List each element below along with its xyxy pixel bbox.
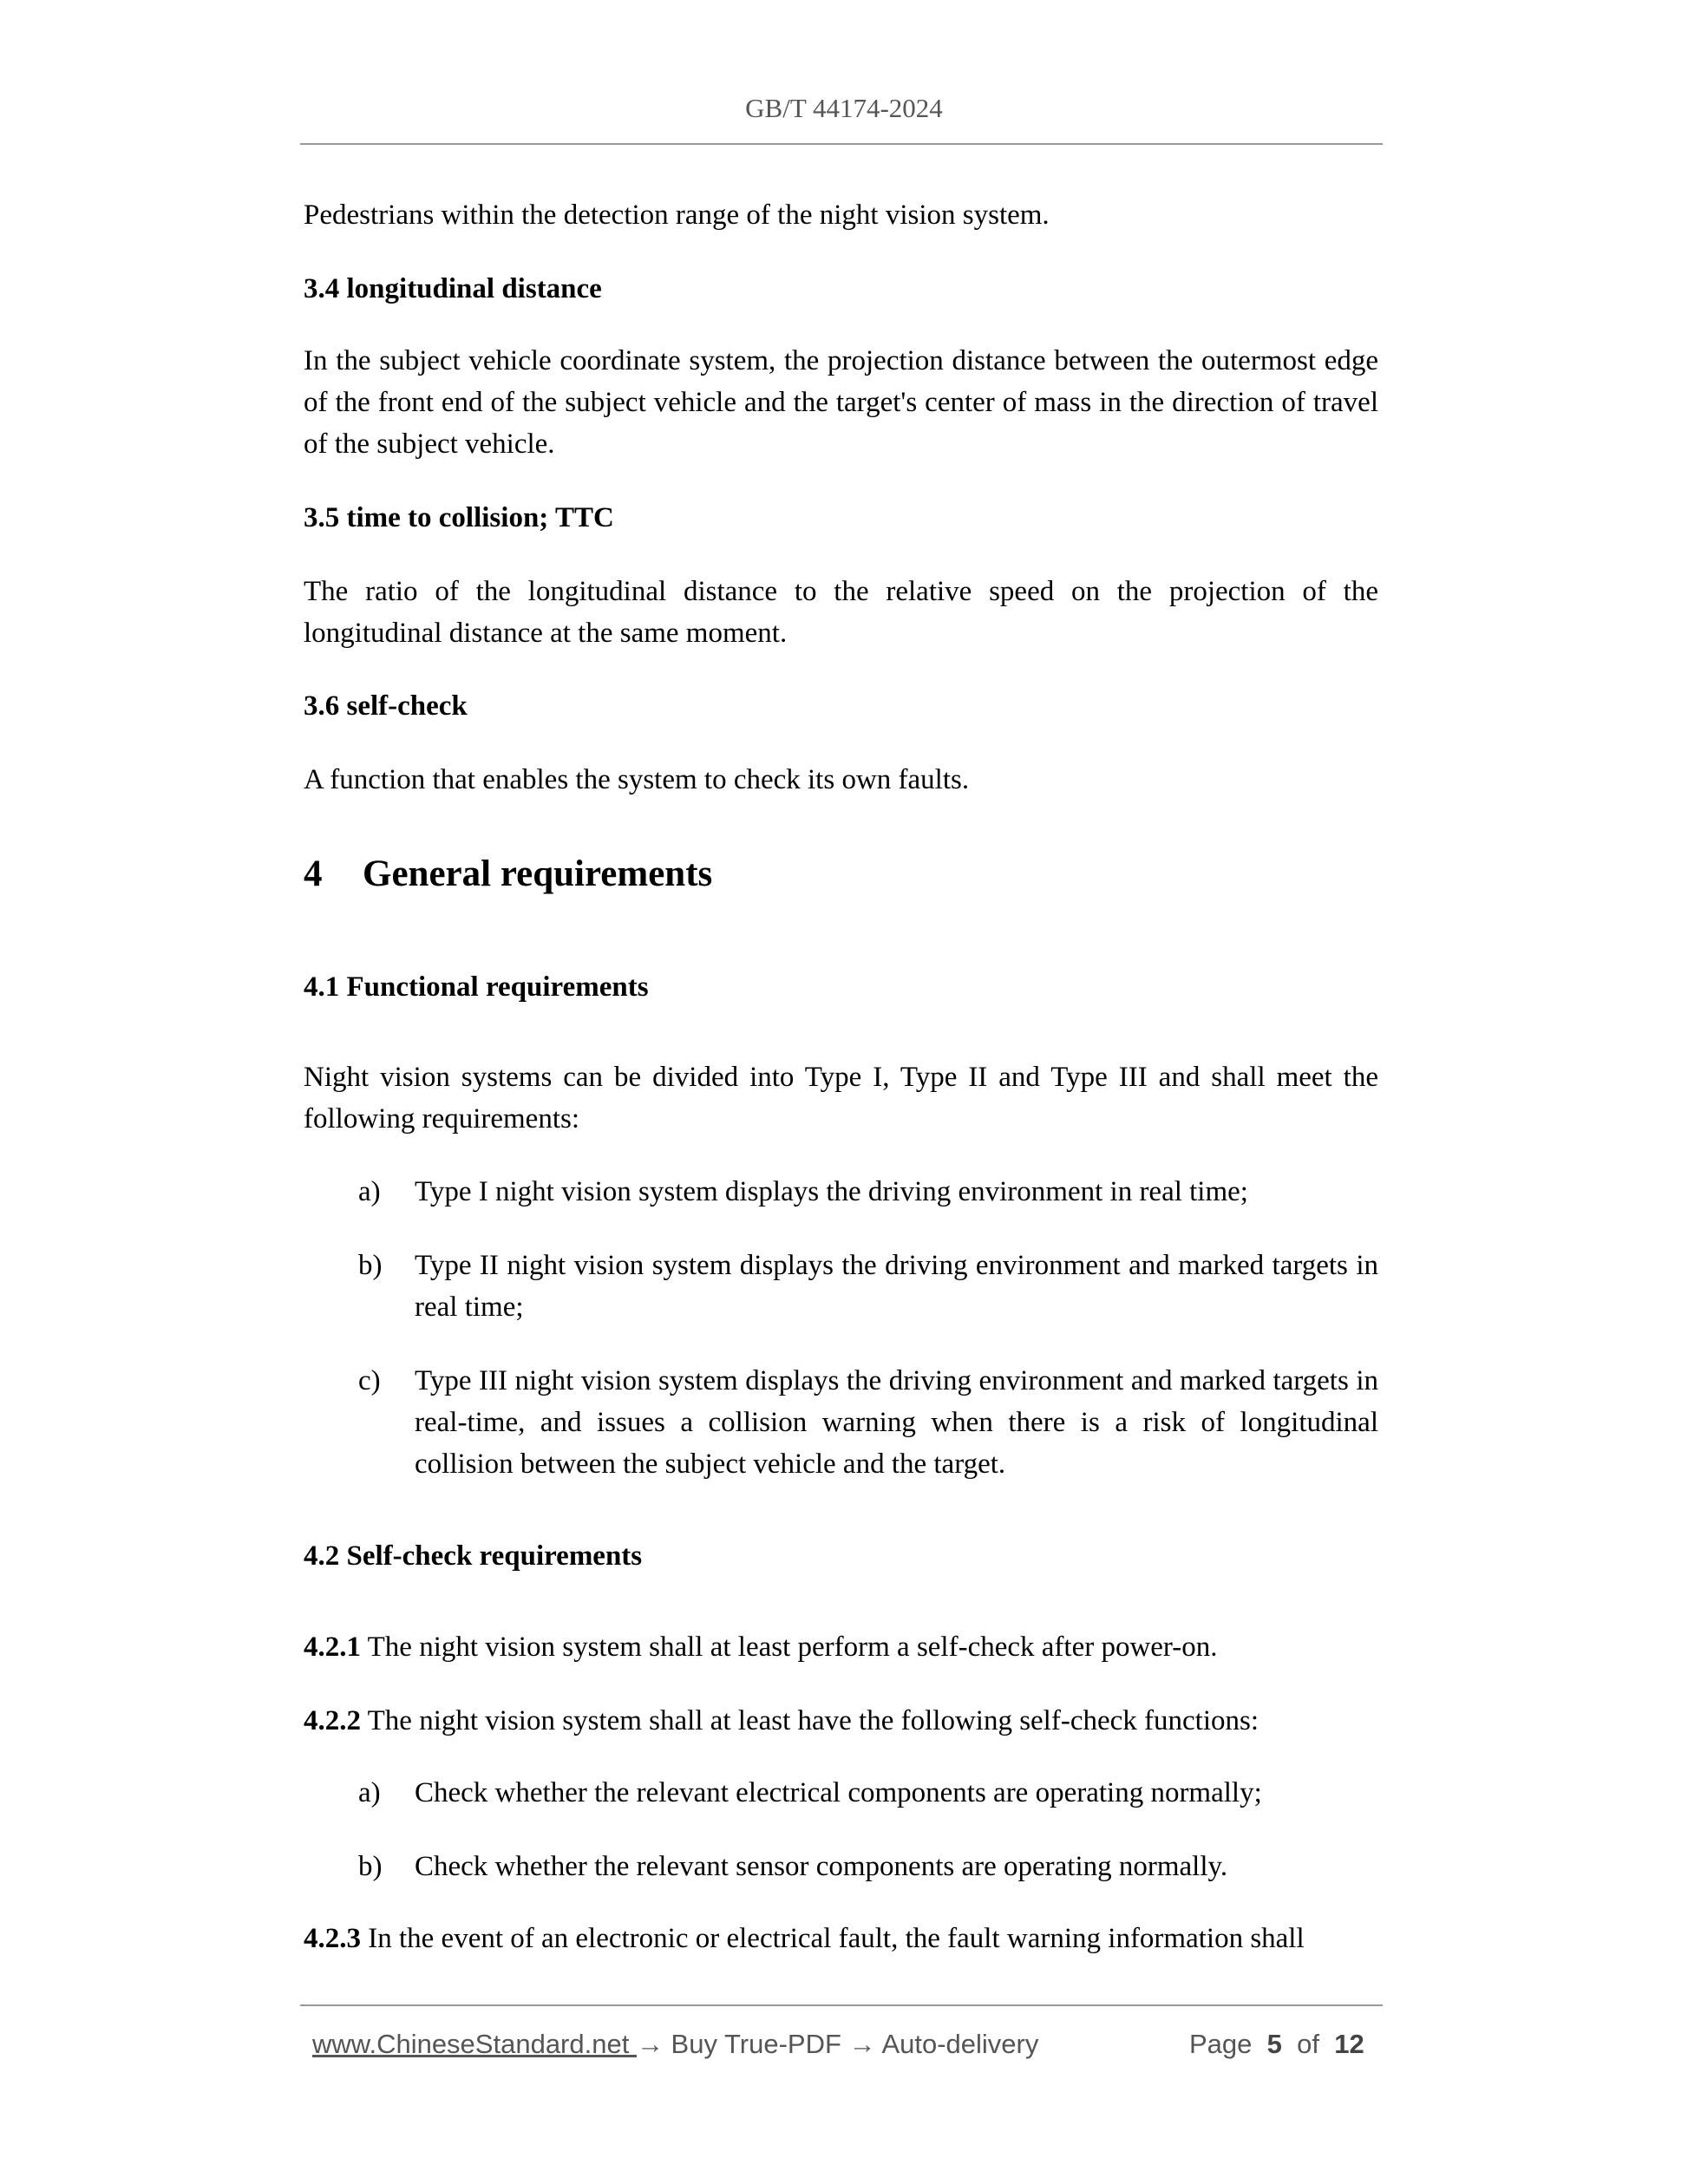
document-id-header: GB/T 44174-2024 — [745, 93, 943, 123]
chapter-number: 4 — [304, 853, 323, 894]
list-item: Type I night vision system displays the driving environment in real time; — [415, 1176, 1248, 1207]
list-label: c) — [358, 1365, 381, 1396]
chapter-title: General requirements — [363, 853, 713, 894]
paragraph: A function that enables the system to check its own faults. — [304, 764, 970, 795]
header-divider — [300, 143, 1383, 145]
list-label: b) — [358, 1250, 383, 1281]
section-heading-4-1: 4.1 Functional requirements — [304, 971, 649, 1003]
paragraph: Night vision systems can be divided into Type I, Type II and Type III and shall meet the following requirements: — [304, 1062, 1378, 1135]
clause-text: In the event of an electronic or electrical fault, the fault warning information shall — [361, 1923, 1305, 1954]
list-item: Check whether the relevant sensor components are operating normally. — [415, 1851, 1228, 1882]
page-total: 12 — [1334, 2029, 1364, 2059]
list-label: a) — [358, 1777, 381, 1808]
clause-text: The night vision system shall at least have the following self-check functions: — [361, 1705, 1259, 1736]
section-heading-3-4: 3.4 longitudinal distance — [304, 273, 602, 304]
clause-4-2-1 — [304, 1626, 1378, 1668]
clause-number: 4.2.1 — [304, 1631, 361, 1663]
delivery-text: Auto-delivery — [875, 2029, 1039, 2059]
arrow-right-icon: → — [636, 2029, 664, 2059]
page-label: Page — [1189, 2029, 1253, 2059]
list-item: Type III night vision system displays the driving environment and marked targets in real-time, and issues a collision warning when there is a risk of longitudinal collision between the subject vehicle and the target. — [415, 1365, 1378, 1480]
clause-text: The night vision system shall at least perform a self-check after power-on. — [361, 1631, 1218, 1663]
footer-divider — [300, 2004, 1383, 2006]
clause-4-2-2 — [304, 1700, 1378, 1742]
list-item: Check whether the relevant electrical components are operating normally; — [415, 1777, 1262, 1808]
clause-4-2-3 — [304, 1918, 1378, 1959]
clause-number: 4.2.2 — [304, 1705, 361, 1736]
buy-text: Buy True-PDF — [663, 2029, 849, 2059]
clause-number: 4.2.3 — [304, 1923, 361, 1954]
page-indicator — [1189, 2026, 1364, 2063]
section-heading-3-6: 3.6 self-check — [304, 690, 468, 722]
list-item: Type II night vision system displays the driving environment and marked targets in real time; — [415, 1250, 1378, 1323]
section-heading-3-5: 3.5 time to collision; TTC — [304, 502, 614, 533]
page-number: 5 — [1266, 2029, 1282, 2059]
footer-promo — [312, 2026, 1038, 2063]
paragraph: In the subject vehicle coordinate system, the projection distance between the outermost edge of the front end of the subject vehicle and the target's center of mass in the direction of travel of the subject vehicle. — [304, 345, 1378, 460]
of-label: of — [1297, 2029, 1319, 2059]
list-label: b) — [358, 1851, 383, 1882]
section-heading-4-2: 4.2 Self-check requirements — [304, 1540, 643, 1572]
list-label: a) — [358, 1176, 381, 1207]
paragraph: Pedestrians within the detection range of the night vision system. — [304, 199, 1050, 231]
arrow-right-icon: → — [848, 2029, 876, 2059]
website-link[interactable]: www.ChineseStandard.net — [312, 2029, 637, 2059]
paragraph: The ratio of the longitudinal distance to the relative speed on the projection of the longitudinal distance at the same moment. — [304, 576, 1378, 649]
